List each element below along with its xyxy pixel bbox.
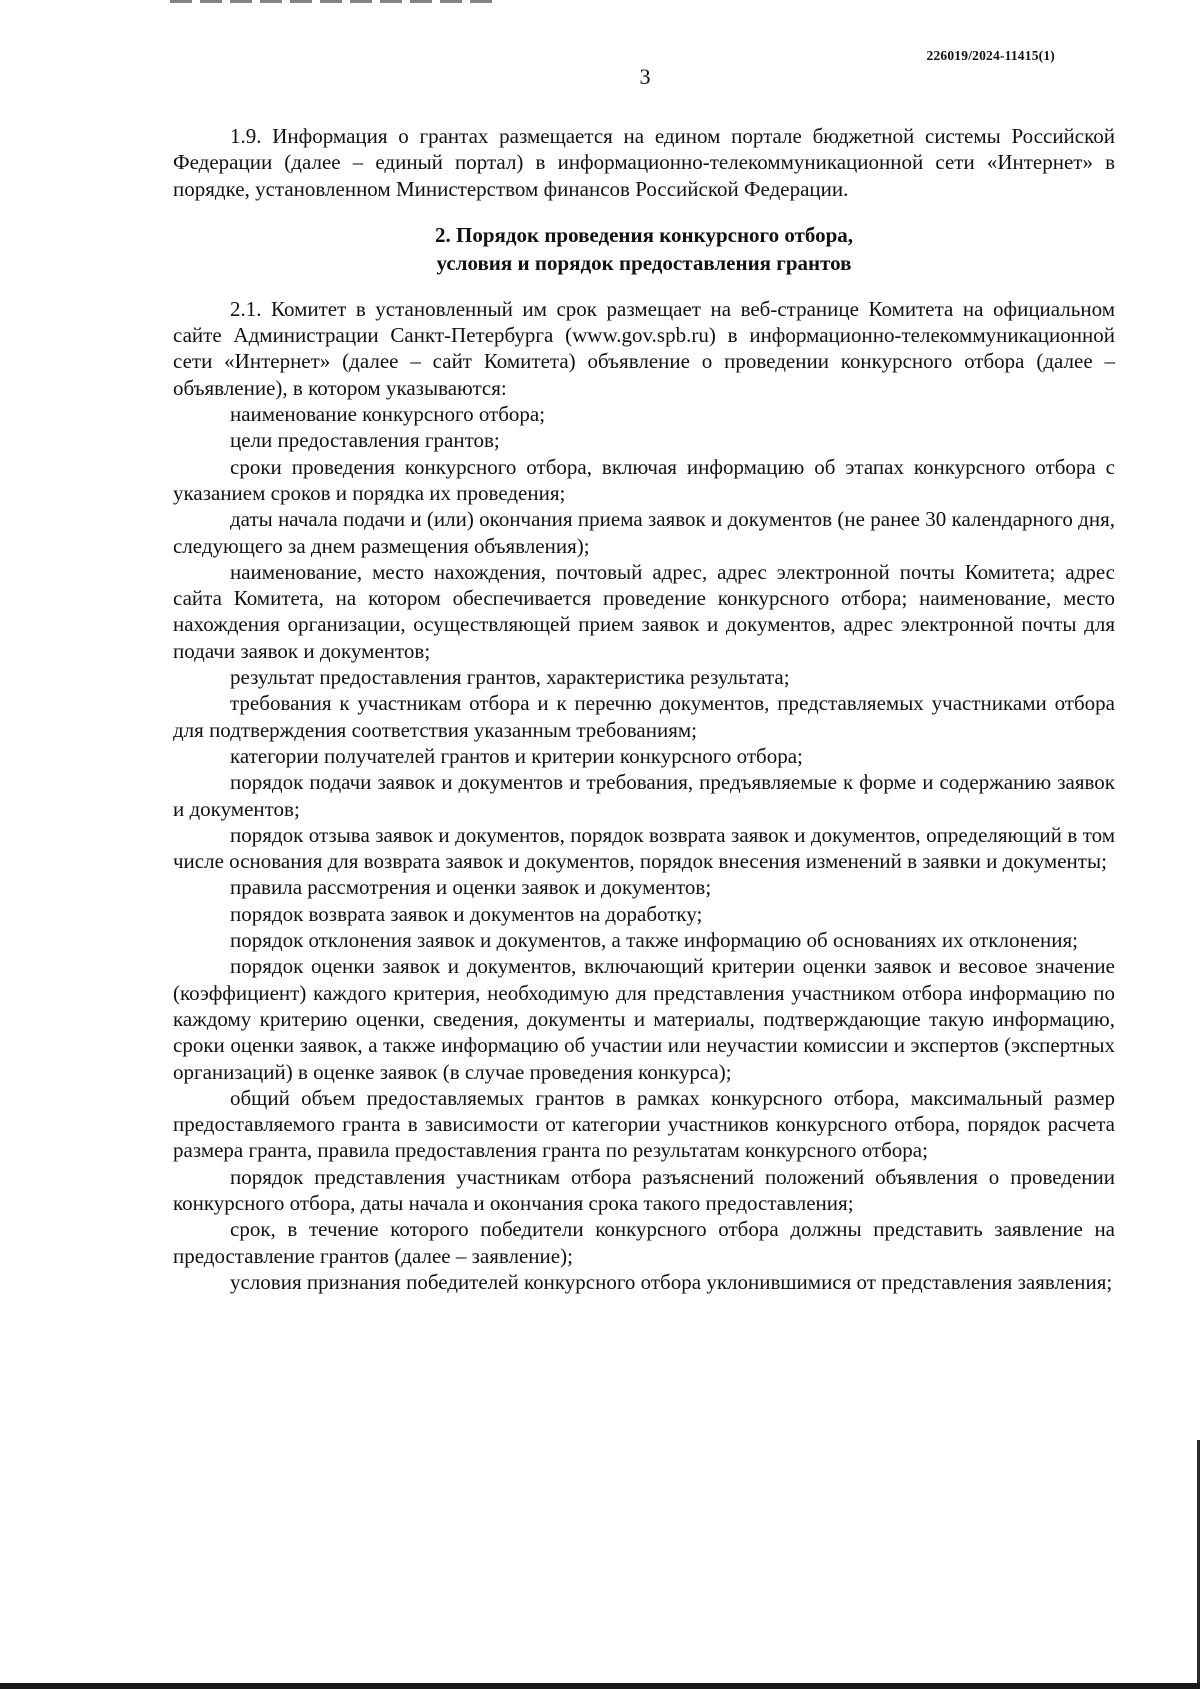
list-item: порядок возврата заявок и документов на доработку; [230,901,703,926]
page-number: 3 [639,64,651,89]
list-item: категории получателей грантов и критерии конкурсного отбора; [230,743,803,768]
list-item: сроки проведения конкурсного отбора, включая информацию об этапах конкурсного отбора с указанием сроков и порядка их проведения; [173,454,1115,505]
list-item: правила рассмотрения и оценки заявок и документов; [230,875,712,900]
list-item: наименование, место нахождения, почтовый адрес, адрес электронной почты Комитета; адрес сайта Комитета, на котором обеспечивается проведение конкурсного отбора; наименование, место нахождения организации, осуществляющей прием заявок и документов, адрес электронной почты для подачи заявок и документов; [173,559,1115,663]
section-heading-line-2: условия и порядок предоставления грантов [436,250,852,275]
section-heading [173,221,1115,277]
paragraph-1-9: 1.9. Информация о грантах размещается на едином портале бюджетной системы Российской Федерации (далее – единый портал) в информационно-телекоммуникационной сети «Интернет» в порядке, установленном Министерством финансов Российской Федерации. [173,124,1115,201]
list-item: порядок отзыва заявок и документов, порядок возврата заявок и документов, определяющий в том числе основания для возврата заявок и документов, порядок внесения изменений в заявки и документы; [173,822,1115,874]
list-item: требования к участникам отбора и к перечню документов, представляемых участниками отбора для подтверждения соответствия указанным требованиям; [173,691,1115,742]
section-heading-line-1: 2. Порядок проведения конкурсного отбора, [434,222,854,247]
list-item: условия признания победителей конкурсного отбора уклонившимися от представления заявления; [230,1269,1113,1294]
document-id: 226019/2024-11415(1) [926,48,1055,63]
scan-top-edge [170,0,500,3]
document-body [173,123,1115,1295]
list-item: порядок оценки заявок и документов, включающий критерии оценки заявок и весовое значение (коэффициент) каждого критерия, необходимую для представления участником отбора информацию по каждому критерию оценки, сведения, документы и материалы, подтверждающие такую информацию, сроки оценки заявок, а также информацию об участии или неучастии комиссии и экспертов (экспертных организаций) в оценке заявок (в случае проведения конкурса); [173,954,1115,1084]
list-item: наименование конкурсного отбора; [230,402,546,427]
list-item: срок, в течение которого победители конкурсного отбора должны представить заявление на предоставление грантов (далее – заявление); [173,1217,1115,1268]
list-item: порядок представления участникам отбора разъяснений положений объявления о проведении конкурсного отбора, даты начала и окончания срока такого предоставления; [173,1164,1115,1215]
list-item: даты начала подачи и (или) окончания приема заявок и документов (не ранее 30 календарного дня, следующего за днем размещения объявления); [173,507,1115,558]
list-item: цели предоставления грантов; [230,428,500,453]
list-item: порядок подачи заявок и документов и требования, предъявляемые к форме и содержанию заявок и документов; [173,770,1115,821]
list-item: общий объем предоставляемых грантов в рамках конкурсного отбора, максимальный размер предоставляемого гранта в зависимости от категории участников конкурсного отбора, порядок расчета размера гранта, правила предоставления гранта по результатам конкурсного отбора; [173,1085,1115,1163]
paragraph-2-1: 2.1. Комитет в установленный им срок размещает на веб-странице Комитета на официальном сайте Администрации Санкт-Петербурга (www.gov.spb.ru) в информационно-телекоммуникационной сети «Интернет» (далее – сайт Комитета) объявление о проведении конкурсного отбора (далее – объявление), в котором указываются: [173,296,1115,400]
list-item: результат предоставления грантов, характеристика результата; [230,665,790,690]
list-item: порядок отклонения заявок и документов, а также информацию об основаниях их отклонения; [230,928,1078,953]
scan-bottom-edge [0,1683,1200,1689]
